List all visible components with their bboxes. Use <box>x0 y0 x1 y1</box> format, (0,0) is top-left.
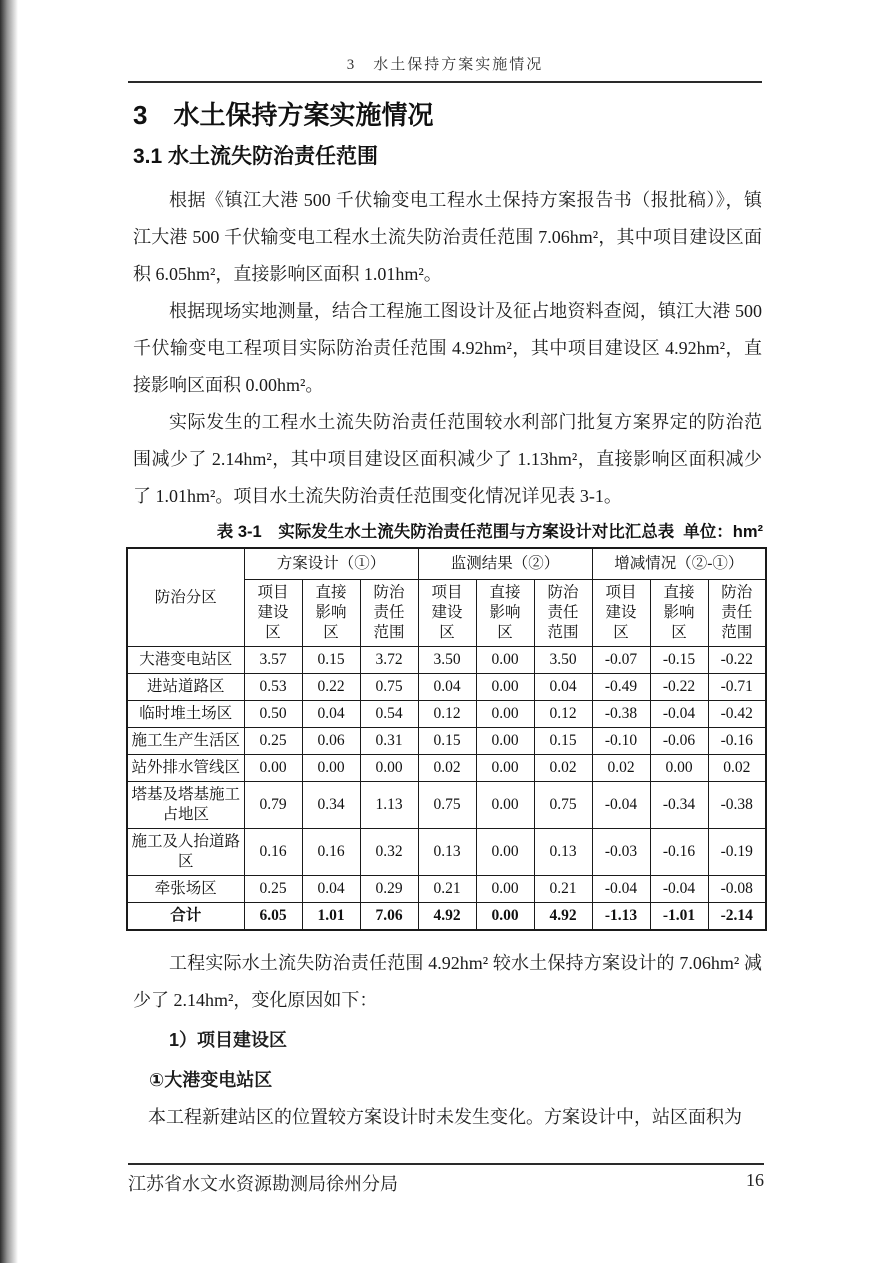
value-cell: 0.34 <box>302 782 360 829</box>
value-cell: 0.04 <box>418 674 476 701</box>
row-label: 站外排水管线区 <box>127 755 244 782</box>
value-cell: 4.92 <box>534 903 592 931</box>
paragraph-2: 根据现场实地测量，结合工程施工图设计及征占地资料查阅，镇江大港 500 千伏输变电工程项目实际防治责任范围 4.92hm²，其中项目建设区 4.92hm²，直接影响区面积 0.00hm²。 <box>133 301 762 395</box>
table-group-header-row <box>127 548 766 580</box>
page-footer <box>128 1163 764 1196</box>
value-cell: 4.92 <box>418 903 476 931</box>
value-cell: -0.22 <box>650 674 708 701</box>
value-cell: 0.02 <box>708 755 766 782</box>
value-cell: -0.07 <box>592 647 650 674</box>
value-cell: -0.19 <box>708 829 766 876</box>
value-cell: -0.71 <box>708 674 766 701</box>
table-unit-label: 单位：hm² <box>683 523 763 541</box>
value-cell: 0.00 <box>476 728 534 755</box>
value-cell: 0.00 <box>650 755 708 782</box>
value-cell: 0.00 <box>476 647 534 674</box>
value-cell: 0.25 <box>244 728 302 755</box>
value-cell: 0.13 <box>418 829 476 876</box>
subheader-cell: 直接影响区 <box>302 580 360 647</box>
group-header-design: 方案设计（①） <box>244 548 418 580</box>
subheader-cell: 项目建设区 <box>592 580 650 647</box>
list-heading-2: ①大港变电站区 <box>149 1070 273 1090</box>
value-cell: -1.13 <box>592 903 650 931</box>
subheader-cell: 直接影响区 <box>650 580 708 647</box>
row-label: 牵张场区 <box>127 876 244 903</box>
value-cell: -0.04 <box>650 701 708 728</box>
value-cell: -0.03 <box>592 829 650 876</box>
value-cell: 0.50 <box>244 701 302 728</box>
value-cell: 0.25 <box>244 876 302 903</box>
table-row <box>127 701 766 728</box>
subheader-cell: 防治责任范围 <box>708 580 766 647</box>
corner-header-cell: 防治分区 <box>127 548 244 647</box>
value-cell: 3.72 <box>360 647 418 674</box>
row-label: 进站道路区 <box>127 674 244 701</box>
value-cell: -0.49 <box>592 674 650 701</box>
row-label: 施工生产生活区 <box>127 728 244 755</box>
value-cell: -0.22 <box>708 647 766 674</box>
value-cell: 0.00 <box>244 755 302 782</box>
value-cell: 0.16 <box>244 829 302 876</box>
page-number: 16 <box>746 1170 764 1190</box>
value-cell: 0.00 <box>476 903 534 931</box>
value-cell: -0.08 <box>708 876 766 903</box>
value-cell: 0.04 <box>534 674 592 701</box>
subheader-cell: 防治责任范围 <box>534 580 592 647</box>
row-label: 合计 <box>127 903 244 931</box>
value-cell: 0.54 <box>360 701 418 728</box>
paragraph-5: 本工程新建站区的位置较方案设计时未发生变化。方案设计中，站区面积为 <box>148 1107 742 1127</box>
row-label: 大港变电站区 <box>127 647 244 674</box>
value-cell: 0.15 <box>534 728 592 755</box>
value-cell: 0.15 <box>418 728 476 755</box>
value-cell: -0.42 <box>708 701 766 728</box>
value-cell: 0.00 <box>476 755 534 782</box>
row-label: 施工及人抬道路区 <box>127 829 244 876</box>
value-cell: 0.00 <box>476 782 534 829</box>
section-title: 3 水土保持方案实施情况 <box>133 100 434 130</box>
value-cell: 0.04 <box>302 701 360 728</box>
value-cell: 3.50 <box>534 647 592 674</box>
table-body <box>127 647 766 931</box>
group-header-change: 增减情况（②-①） <box>592 548 766 580</box>
value-cell: 0.32 <box>360 829 418 876</box>
value-cell: 3.50 <box>418 647 476 674</box>
subheader-cell: 直接影响区 <box>476 580 534 647</box>
value-cell: -0.04 <box>650 876 708 903</box>
running-header: 3 水土保持方案实施情况 <box>128 54 762 83</box>
value-cell: 0.75 <box>534 782 592 829</box>
value-cell: 0.22 <box>302 674 360 701</box>
value-cell: 0.04 <box>302 876 360 903</box>
paragraph-4: 工程实际水土流失防治责任范围 4.92hm² 较水土保持方案设计的 7.06hm² 减少了 2.14hm²，变化原因如下： <box>133 953 762 1010</box>
value-cell: -1.01 <box>650 903 708 931</box>
table-row <box>127 782 766 829</box>
table-caption-row <box>126 519 765 545</box>
table-row <box>127 876 766 903</box>
table-row <box>127 903 766 931</box>
subsection-title: 3.1 水土流失防治责任范围 <box>133 145 379 168</box>
value-cell: -0.04 <box>592 876 650 903</box>
value-cell: 0.00 <box>476 701 534 728</box>
table-caption: 表 3-1 实际发生水土流失防治责任范围与方案设计对比汇总表 <box>216 523 675 541</box>
value-cell: 1.13 <box>360 782 418 829</box>
subheader-cell: 项目建设区 <box>418 580 476 647</box>
value-cell: 0.02 <box>534 755 592 782</box>
table-row <box>127 674 766 701</box>
value-cell: 1.01 <box>302 903 360 931</box>
value-cell: 3.57 <box>244 647 302 674</box>
value-cell: 0.12 <box>534 701 592 728</box>
value-cell: 7.06 <box>360 903 418 931</box>
subheader-cell: 项目建设区 <box>244 580 302 647</box>
value-cell: 0.15 <box>302 647 360 674</box>
value-cell: -0.34 <box>650 782 708 829</box>
value-cell: 0.31 <box>360 728 418 755</box>
value-cell: 0.75 <box>360 674 418 701</box>
value-cell: -0.06 <box>650 728 708 755</box>
value-cell: 0.79 <box>244 782 302 829</box>
value-cell: 0.29 <box>360 876 418 903</box>
value-cell: 0.12 <box>418 701 476 728</box>
value-cell: -0.16 <box>708 728 766 755</box>
value-cell: 0.13 <box>534 829 592 876</box>
value-cell: 0.06 <box>302 728 360 755</box>
list-heading-1: 1）项目建设区 <box>169 1030 288 1050</box>
value-cell: -2.14 <box>708 903 766 931</box>
table-row <box>127 647 766 674</box>
value-cell: 0.16 <box>302 829 360 876</box>
table-row <box>127 755 766 782</box>
value-cell: 0.02 <box>418 755 476 782</box>
value-cell: 0.21 <box>534 876 592 903</box>
value-cell: -0.16 <box>650 829 708 876</box>
value-cell: 0.00 <box>476 876 534 903</box>
value-cell: 0.02 <box>592 755 650 782</box>
value-cell: 6.05 <box>244 903 302 931</box>
row-label: 临时堆土场区 <box>127 701 244 728</box>
value-cell: 0.00 <box>360 755 418 782</box>
value-cell: 0.53 <box>244 674 302 701</box>
subheader-cell: 防治责任范围 <box>360 580 418 647</box>
value-cell: 0.00 <box>476 674 534 701</box>
value-cell: 0.75 <box>418 782 476 829</box>
paragraph-1: 根据《镇江大港 500 千伏输变电工程水土保持方案报告书（报批稿）》，镇江大港 500 千伏输变电工程水土流失防治责任范围 7.06hm²，其中项目建设区面积 6.05hm²，直接影响区面积 1.01hm²。 <box>133 190 762 284</box>
value-cell: -0.38 <box>592 701 650 728</box>
row-label: 塔基及塔基施工占地区 <box>127 782 244 829</box>
value-cell: -0.15 <box>650 647 708 674</box>
footer-organization: 江苏省水文水资源勘测局徐州分局 <box>128 1174 398 1194</box>
value-cell: -0.04 <box>592 782 650 829</box>
value-cell: 0.00 <box>476 829 534 876</box>
value-cell: -0.38 <box>708 782 766 829</box>
paragraph-3: 实际发生的工程水土流失防治责任范围较水利部门批复方案界定的防治范围减少了 2.14hm²，其中项目建设区面积减少了 1.13hm²，直接影响区面积减少了 1.01hm²。项目水土流失防治责任范围变化情况详见表 3-1。 <box>133 412 762 506</box>
value-cell: -0.10 <box>592 728 650 755</box>
value-cell: 0.21 <box>418 876 476 903</box>
group-header-monitor: 监测结果（②） <box>418 548 592 580</box>
comparison-table <box>126 547 767 931</box>
table-row <box>127 728 766 755</box>
table-row <box>127 829 766 876</box>
value-cell: 0.00 <box>302 755 360 782</box>
